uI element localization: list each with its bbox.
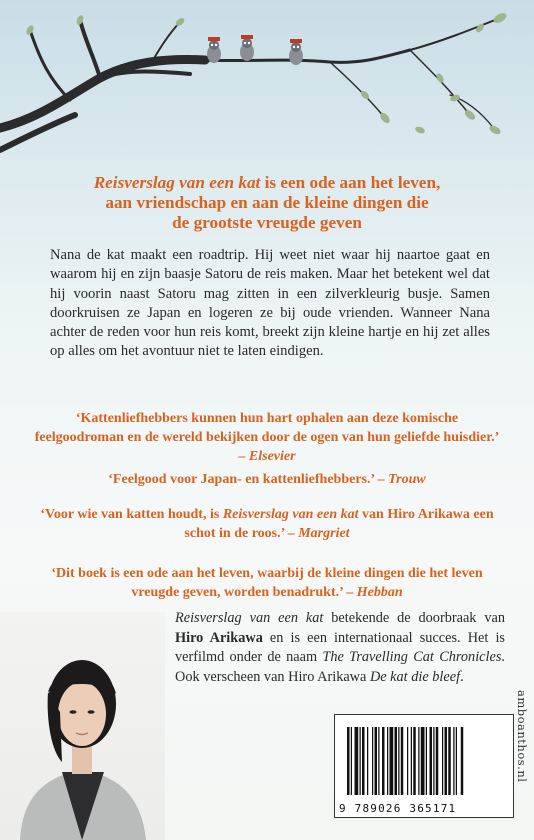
- publisher-url: amboanthos.nl: [515, 690, 529, 783]
- quote-source: Margriet: [298, 526, 350, 541]
- tagline-title: Reisverslag van een kat: [93, 173, 261, 192]
- other-book-title: De kat die bleef: [369, 668, 461, 685]
- quote-text: ‘Dit boek is een ode aan het leven, waarbij de kleine dingen die het leven vreugde geven, worden benadrukt.’ –: [51, 566, 483, 600]
- quote-text: ‘Voor wie van katten houdt, is: [40, 507, 223, 522]
- review-quote-hebban: [30, 564, 504, 602]
- isbn-number: 9 789026 365171: [339, 802, 457, 815]
- tagline: [0, 173, 534, 233]
- quote-text: ‘Feelgood voor Japan- en kattenliefhebbers.’ –: [108, 472, 389, 487]
- review-quote-margriet: [30, 505, 504, 543]
- quote-text-cont: van Hiro Arikawa een schot in de roos.’ –: [184, 507, 494, 541]
- quote-text: ‘Kattenliefhebbers kunnen hun hart ophalen aan deze komische feelgoodroman en de wereld bekijken door de ogen van hun geliefde huisdier.’ –: [34, 411, 500, 464]
- review-quote-elsevier: [30, 409, 504, 466]
- author-name: Hiro Arikawa: [175, 629, 263, 646]
- quote-book-title: Reisverslag van een kat: [222, 507, 359, 522]
- bio-text: betekende de doorbraak van: [323, 610, 506, 626]
- author-photo: [0, 612, 165, 840]
- quote-source: Hebban: [356, 585, 403, 600]
- bio-text: en is een internationaal succes. Het is verfilmd onder de naam: [175, 629, 505, 665]
- author-bio: [175, 609, 505, 687]
- synopsis: Nana de kat maakt een roadtrip. Hij weet niet waar hij naartoe gaat en waarom hij en zijn baasje Satoru de reis maken. Maar het betekent wel dat hij voorin naast Satoru mag zitten in een zilverkleurig busje. Samen doorkruisen ze Japan en logeren ze bij oude vrienden. Wanneer Nana achter de reden voor hun reis komt, breekt zijn kleine hartje en hij zet alles op alles om het avontuur niet te laten eindigen.: [50, 247, 490, 360]
- isbn-barcode: [334, 714, 514, 818]
- bio-text: .: [460, 668, 464, 685]
- film-title: The Travelling Cat Chronicles: [322, 649, 502, 665]
- quote-source: Trouw: [388, 472, 426, 487]
- tree-branch-illustration: [0, 0, 534, 170]
- bio-book-title: Reisverslag van een kat: [175, 610, 324, 626]
- tagline-line3: de grootste vreugde geven: [172, 213, 362, 232]
- tagline-line1: is een ode aan het leven,: [260, 173, 441, 192]
- tagline-line2: aan vriendschap en aan de kleine dingen die: [105, 193, 429, 212]
- bio-text: . Ook verscheen van Hiro Arikawa: [175, 649, 505, 685]
- review-quote-trouw: [30, 470, 504, 489]
- quote-source: Elsevier: [248, 449, 296, 464]
- barcode-bars: [347, 727, 503, 795]
